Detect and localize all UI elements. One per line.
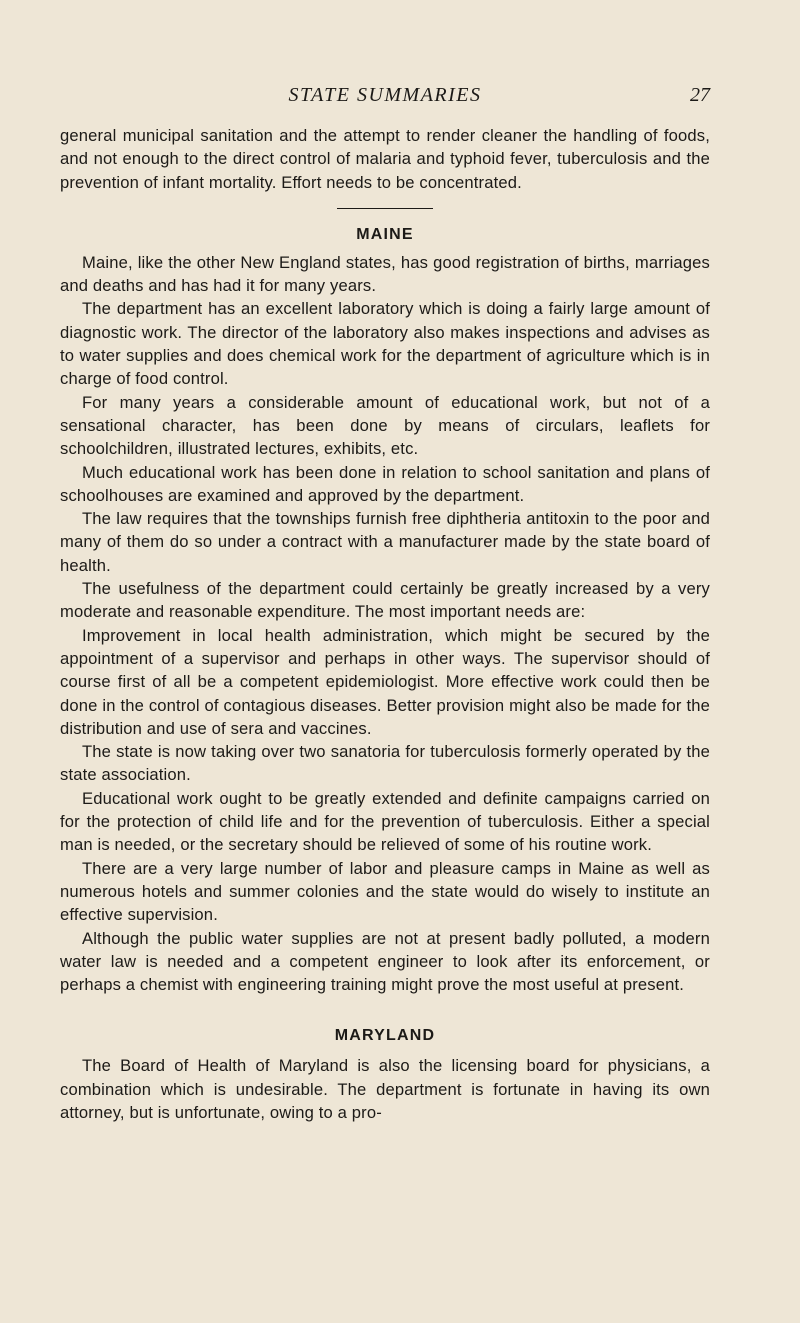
page-number: 27 xyxy=(690,84,710,106)
body-text xyxy=(60,124,710,1124)
maine-paragraph: Maine, like the other New England states, has good registration of births, marriages and deaths and has had it for many years. xyxy=(60,252,710,296)
section-divider xyxy=(337,208,433,209)
maine-paragraph: The law requires that the townships furnish free diphtheria antitoxin to the poor and many of them do so under a contract with a manufacturer made by the state board of health. xyxy=(60,509,710,575)
maine-paragraph: The department has an excellent laboratory which is doing a fairly large amount of diagnostic work. The director of the laboratory also makes inspections and advises as to water supplies and does chemical work for the department of agriculture which is in charge of food control. xyxy=(60,299,710,389)
maryland-paragraph: The Board of Health of Maryland is also the licensing board for physicians, a combination which is undesirable. The department is fortunate in having its own attorney, but is unfortunate, owing to a pro- xyxy=(60,1056,710,1122)
section-heading-maine: MAINE xyxy=(356,225,414,243)
running-title: STATE SUMMARIES xyxy=(288,84,482,106)
maine-paragraph: Improvement in local health administration, which might be secured by the appointment of a supervisor and perhaps in other ways. The supervisor should of course first of all be a competent epidemiologist. More effective work could then be done in the control of contagious diseases. Better provision might also be made for the distribution and use of sera and vaccines. xyxy=(60,625,710,738)
maine-paragraph: For many years a considerable amount of educational work, but not of a sensational character, has been done by means of circulars, leaflets for schoolchildren, illustrated lectures, exhibits, etc. xyxy=(60,392,710,459)
running-head xyxy=(60,82,710,108)
maine-paragraph: Educational work ought to be greatly extended and definite campaigns carried on for the protection of child life and for the prevention of tuberculosis. Either a special man is needed, or the secretary should be relieved of some of his routine work. xyxy=(60,788,710,855)
section-heading-maryland: MARYLAND xyxy=(334,1027,436,1045)
maine-paragraph: There are a very large number of labor and pleasure camps in Maine as well as numerous hotels and summer colonies and the state would do wisely to institute an effective supervision. xyxy=(60,858,710,925)
maine-paragraph: The usefulness of the department could certainly be greatly increased by a very moderate and reasonable expenditure. The most important needs are: xyxy=(60,579,710,622)
maine-paragraph: Although the public water supplies are not at present badly polluted, a modern water law is needed and a competent engineer to look after its enforcement, or perhaps a chemist with engineering training might prove the most useful at present. xyxy=(60,928,710,995)
maine-paragraph: The state is now taking over two sanatoria for tuberculosis formerly operated by the state association. xyxy=(60,742,710,785)
intro-paragraph: general municipal sanitation and the attempt to render cleaner the handling of foods, and not enough to the direct control of malaria and typhoid fever, tuberculosis and the prevention of infant mortality. Effort needs to be concentrated. xyxy=(60,126,710,192)
maine-paragraph: Much educational work has been done in relation to school sanitation and plans of schoolhouses are examined and approved by the department. xyxy=(60,462,710,505)
